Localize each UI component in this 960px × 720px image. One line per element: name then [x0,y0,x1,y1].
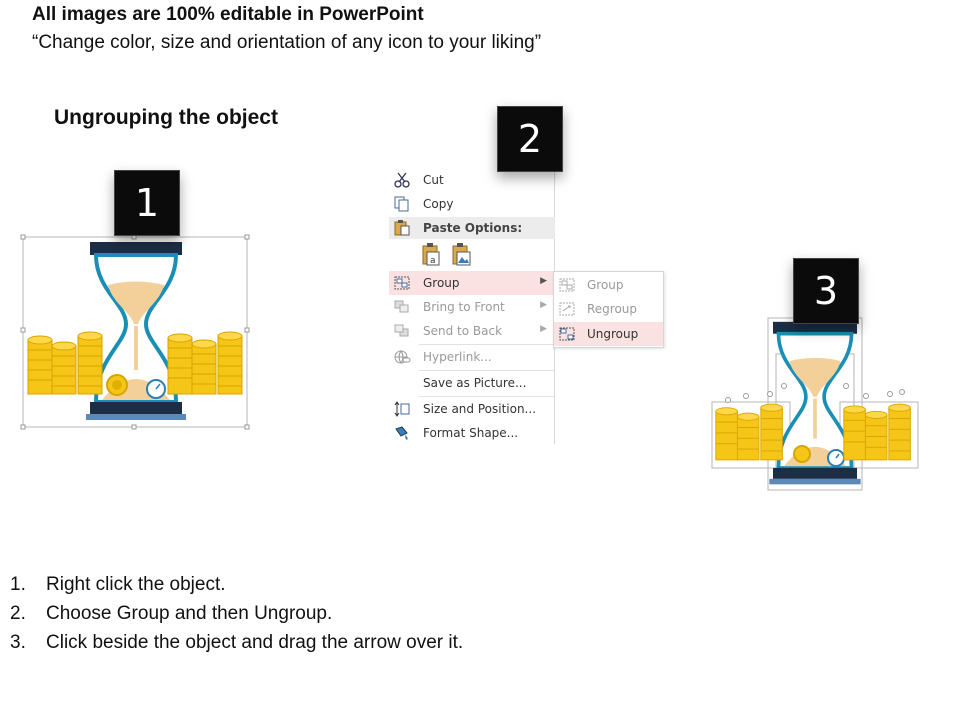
section-title: Ungrouping the object [54,106,278,129]
instruction-text: Choose Group and then Ungroup. [46,603,333,624]
instruction-row [10,570,463,599]
menu-item-format-shape[interactable] [389,421,555,445]
submenu-arrow-icon: ▶ [540,324,547,334]
submenu-arrow-icon: ▶ [540,276,547,286]
menu-label-size-and-position: Size and Position... [423,402,537,416]
menu-label-send-to-back: Send to Back [423,324,503,338]
hyperlink-icon [393,349,411,365]
menu-label-copy: Copy [423,197,454,211]
paste-options-label: Paste Options: [423,221,523,235]
context-menu [389,167,555,444]
svg-text:a: a [430,256,436,266]
group-icon [393,275,411,291]
menu-label-bring-to-front: Bring to Front [423,300,505,314]
clock-icon [145,378,167,400]
paste-icon [393,220,411,239]
step-badge-1: 1 [114,170,180,236]
submenu-arrow-icon: ▶ [540,300,547,310]
submenu-item-regroup[interactable] [554,297,663,321]
menu-item-group[interactable] [389,271,555,295]
instructions-list [10,570,463,657]
menu-label-cut: Cut [423,173,444,187]
menu-item-bring-to-front[interactable] [389,295,555,319]
coin-stack-icon [842,402,914,462]
coin-stack-icon [166,330,246,396]
send-back-icon [393,323,411,339]
menu-item-size-and-position[interactable] [389,397,555,421]
scissors-icon [393,172,411,188]
menu-item-save-as-picture[interactable] [389,371,555,395]
menu-item-hyperlink[interactable] [389,345,555,369]
group-icon [558,277,576,293]
regroup-icon [558,301,576,317]
menu-label-hyperlink: Hyperlink... [423,350,492,364]
submenu-item-group[interactable] [554,273,663,297]
submenu-label-regroup: Regroup [587,302,638,316]
instruction-row [10,599,463,628]
coin-stack-icon [26,330,106,396]
instruction-row [10,628,463,657]
dollar-coin-icon [792,444,812,464]
menu-label-save-as-picture: Save as Picture... [423,376,527,390]
header-title: All images are 100% editable in PowerPoint [32,4,424,25]
submenu-label-group: Group [587,278,624,292]
copy-icon [393,196,411,212]
instruction-text: Click beside the object and drag the arrow over it. [46,632,464,653]
step-badge-3: 3 [793,258,859,324]
submenu-label-ungroup: Ungroup [587,327,639,341]
instruction-number: 2. [10,603,26,624]
group-submenu [553,271,664,348]
format-shape-icon [393,425,411,441]
step-badge-2: 2 [497,106,563,172]
menu-label-group: Group [423,276,460,290]
paste-keep-source-button[interactable] [421,243,443,267]
coin-stack-icon [714,402,786,462]
menu-item-send-to-back[interactable] [389,319,555,343]
dollar-coin-icon [105,373,129,397]
header-subtitle: “Change color, size and orientation of any icon to your liking” [32,32,542,53]
paste-picture-icon[interactable] [451,243,473,267]
ungroup-icon [558,326,576,342]
instruction-number: 3. [10,632,26,653]
instruction-text: Right click the object. [46,574,226,595]
paste-options-heading [389,217,555,239]
submenu-item-ungroup[interactable] [554,322,663,346]
bring-front-icon [393,299,411,315]
instruction-number: 1. [10,574,26,595]
size-position-icon [393,401,411,417]
menu-label-format-shape: Format Shape... [423,426,519,440]
menu-item-copy[interactable] [389,192,555,216]
